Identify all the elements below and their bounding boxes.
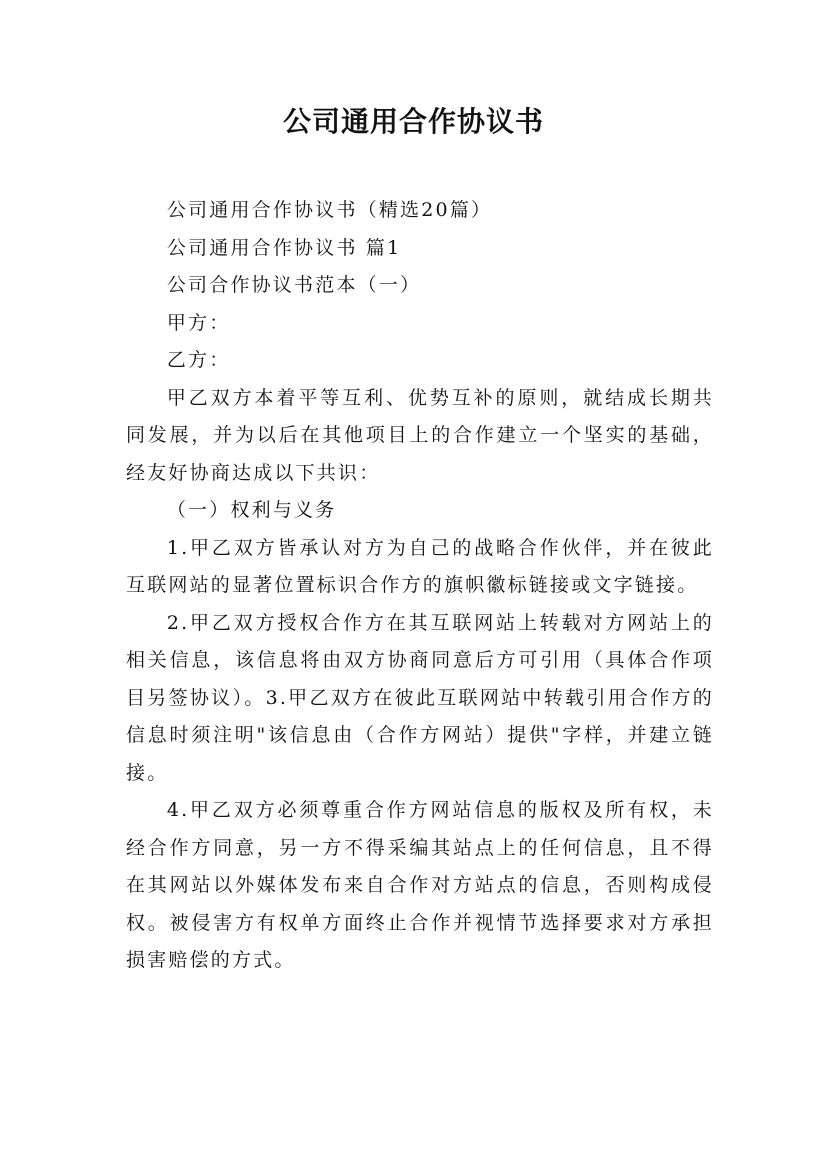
- sample-heading: 公司合作协议书范本（一）: [166, 274, 422, 296]
- rights-obligations-heading: （一）权利与义务: [166, 499, 337, 521]
- clause-1-paragraph: 1.甲乙双方皆承认对方为自己的战略合作伙伴，并在彼此互联网站的显著位置标识合作方的旗帜徽标链接或文字链接。: [126, 536, 714, 596]
- party-a-line: 甲方：: [166, 311, 231, 334]
- clause-4-paragraph: 4.甲乙双方必须尊重合作方网站信息的版权及所有权，未经合作方同意，另一方不得采编其站点上的任何信息，且不得在其网站以外媒体发布来自合作对方站点的信息，否则构成侵权。被侵害方有权单方面终止合作并视情节选择要求对方承担损害赔偿的方式。: [126, 799, 714, 971]
- intro-paragraph: 甲乙双方本着平等互利、优势互补的原则，就结成长期共同发展，并为以后在其他项目上的合作建立一个坚实的基础，经友好协商达成以下共识：: [126, 386, 714, 484]
- subtitle-line: 公司通用合作协议书（精选20篇）: [166, 199, 493, 221]
- party-b-line: 乙方：: [166, 349, 231, 371]
- section-heading: 公司通用合作协议书 篇1: [166, 236, 402, 259]
- clause-2-3-paragraph: 2.甲乙双方授权合作方在其互联网站上转载对方网站上的相关信息，该信息将由双方协商同意后方可引用（具体合作项目另签协议）。3.甲乙双方在彼此互联网站中转载引用合作方的信息时须注明"该信息由（合作方网站）提供"字样，并建立链接。: [126, 611, 714, 784]
- document-body: [126, 192, 714, 980]
- document-title: 公司通用合作协议书: [282, 105, 544, 138]
